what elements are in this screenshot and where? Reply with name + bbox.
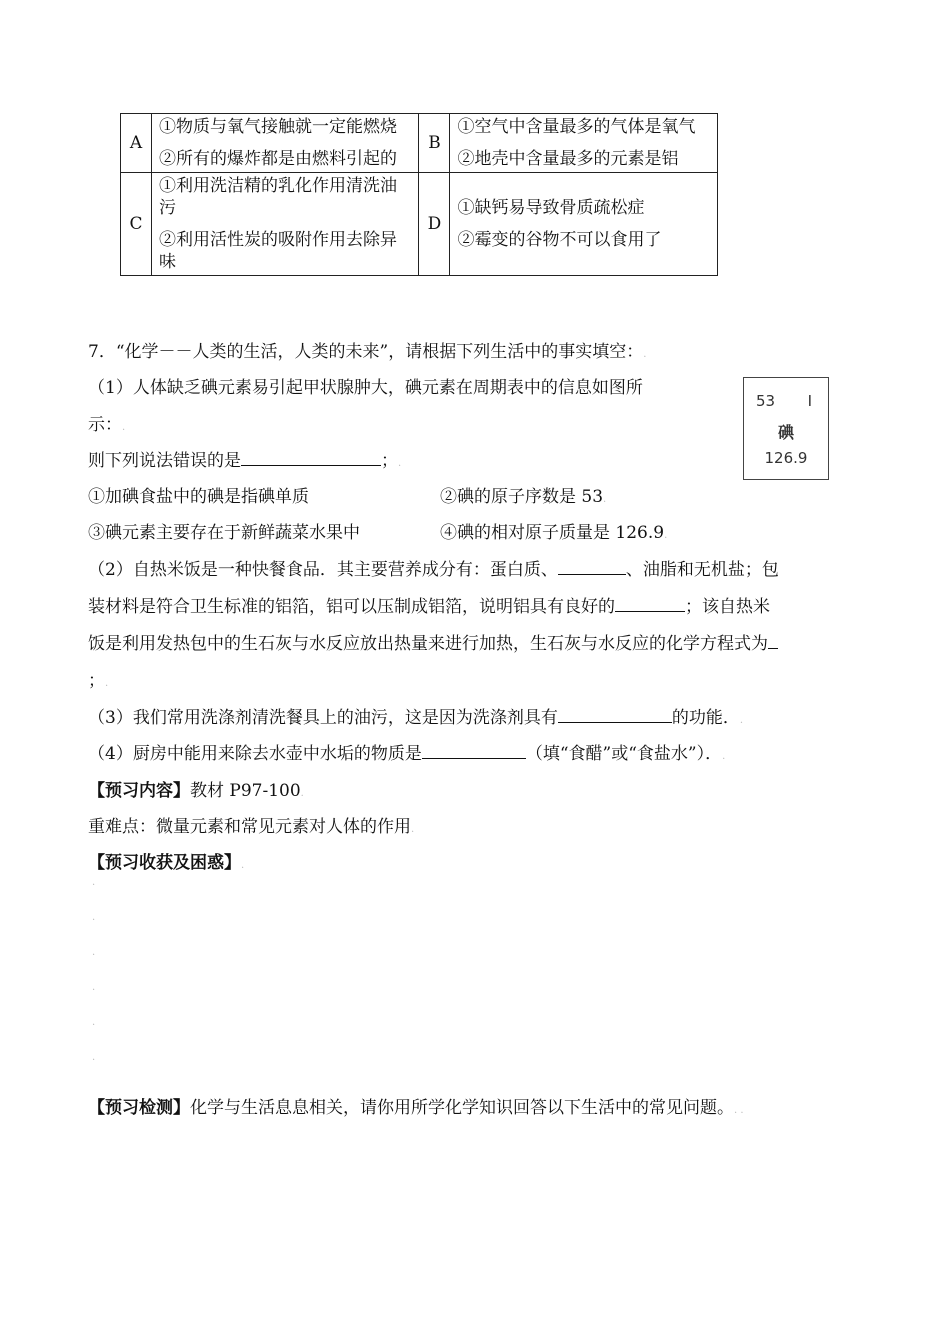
option-item: ②所有的爆炸都是由燃料引起的 (158, 149, 397, 169)
q7-part4: （4）厨房中能用来除去水壶中水垢的物质是 （填“食醋”或“食盐水”）．. (88, 739, 725, 764)
answer-blank[interactable] (241, 447, 381, 466)
table-row (121, 114, 718, 173)
empty-line-marker: . (92, 947, 96, 958)
option-item: ①利用洗洁精的乳化作用清洗油污 (158, 176, 397, 218)
choice-4: ④碘的相对原子质量是 126.9. (440, 523, 668, 543)
q7-part3: （3）我们常用洗涤剂清洗餐具上的油污，这是因为洗涤剂具有 的功能．. (88, 703, 743, 728)
iodine-element-card (743, 377, 829, 480)
q7-part1-line1: （1）人体缺乏碘元素易引起甲状腺肿大，碘元素在周期表中的信息如图所 (88, 378, 643, 398)
choice-1: ①加碘食盐中的碘是指碘单质 (88, 487, 309, 507)
empty-line-marker: . (92, 912, 96, 923)
option-item: ②利用活性炭的吸附作用去除异味 (158, 230, 397, 272)
answer-blank[interactable] (615, 593, 685, 612)
question-7-title: 7．“化学－－人类的生活，人类的未来”，请根据下列生活中的事实填空：. (88, 342, 647, 362)
q7-part2-line4: ；. (88, 671, 109, 691)
q7-part2-line2: 装材料是符合卫生标准的铝箔，铝可以压制成铝箔，说明铝具有良好的 ；该自热米 (88, 592, 770, 617)
option-letter: D (419, 173, 450, 276)
element-symbol: I (807, 392, 812, 410)
option-cell (450, 114, 718, 173)
empty-line-marker: . (92, 877, 96, 888)
choice-2: ②碘的原子序数是 53. (440, 487, 607, 507)
key-points: 重难点：微量元素和常见元素对人体的作用. (88, 817, 415, 837)
element-name: 碘 (777, 423, 794, 442)
table-row (121, 173, 718, 276)
preview-gains-heading: 【预习收获及困惑】. (88, 853, 245, 873)
empty-line-marker: . (92, 1052, 96, 1063)
atomic-mass: 126.9 (764, 449, 808, 467)
answer-blank[interactable] (558, 556, 626, 575)
option-letter: B (419, 114, 450, 173)
options-table (120, 113, 718, 276)
option-item: ①缺钙易导致骨质疏松症 (457, 198, 645, 218)
option-cell (151, 173, 419, 276)
answer-blank[interactable] (558, 704, 672, 723)
preview-check: 【预习检测】化学与生活息息相关，请你用所学化学知识回答以下生活中的常见问题。. . (88, 1098, 744, 1118)
answer-blank[interactable] (422, 740, 526, 759)
q7-part2-line3: 饭是利用发热包中的生石灰与水反应放出热量来进行加热，生石灰与水反应的化学方程式为 (88, 629, 778, 654)
empty-line-marker: . (92, 1017, 96, 1028)
q7-part2-line1: （2）自热米饭是一种快餐食品．其主要营养成分有：蛋白质、 、油脂和无机盐；包 (88, 555, 779, 580)
atomic-number: 53 (756, 392, 776, 410)
option-item: ②霉变的谷物不可以食用了 (457, 230, 662, 250)
q7-part1-line2: 示：. (88, 415, 126, 435)
choice-3: ③碘元素主要存在于新鲜蔬菜水果中 (88, 523, 360, 543)
option-item: ①物质与氧气接触就一定能燃烧 (158, 117, 397, 137)
option-item: ①空气中含量最多的气体是氧气 (457, 117, 696, 137)
empty-line-marker: . (92, 982, 96, 993)
option-letter: C (121, 173, 152, 276)
option-cell (151, 114, 419, 173)
q7-part1-ask: 则下列说法错误的是 ；. (88, 446, 401, 471)
preview-content: 【预习内容】教材 P97-100. (88, 781, 304, 801)
option-cell (450, 173, 718, 276)
option-item: ②地壳中含量最多的元素是铝 (457, 149, 679, 169)
option-letter: A (121, 114, 152, 173)
answer-blank[interactable] (768, 630, 778, 649)
